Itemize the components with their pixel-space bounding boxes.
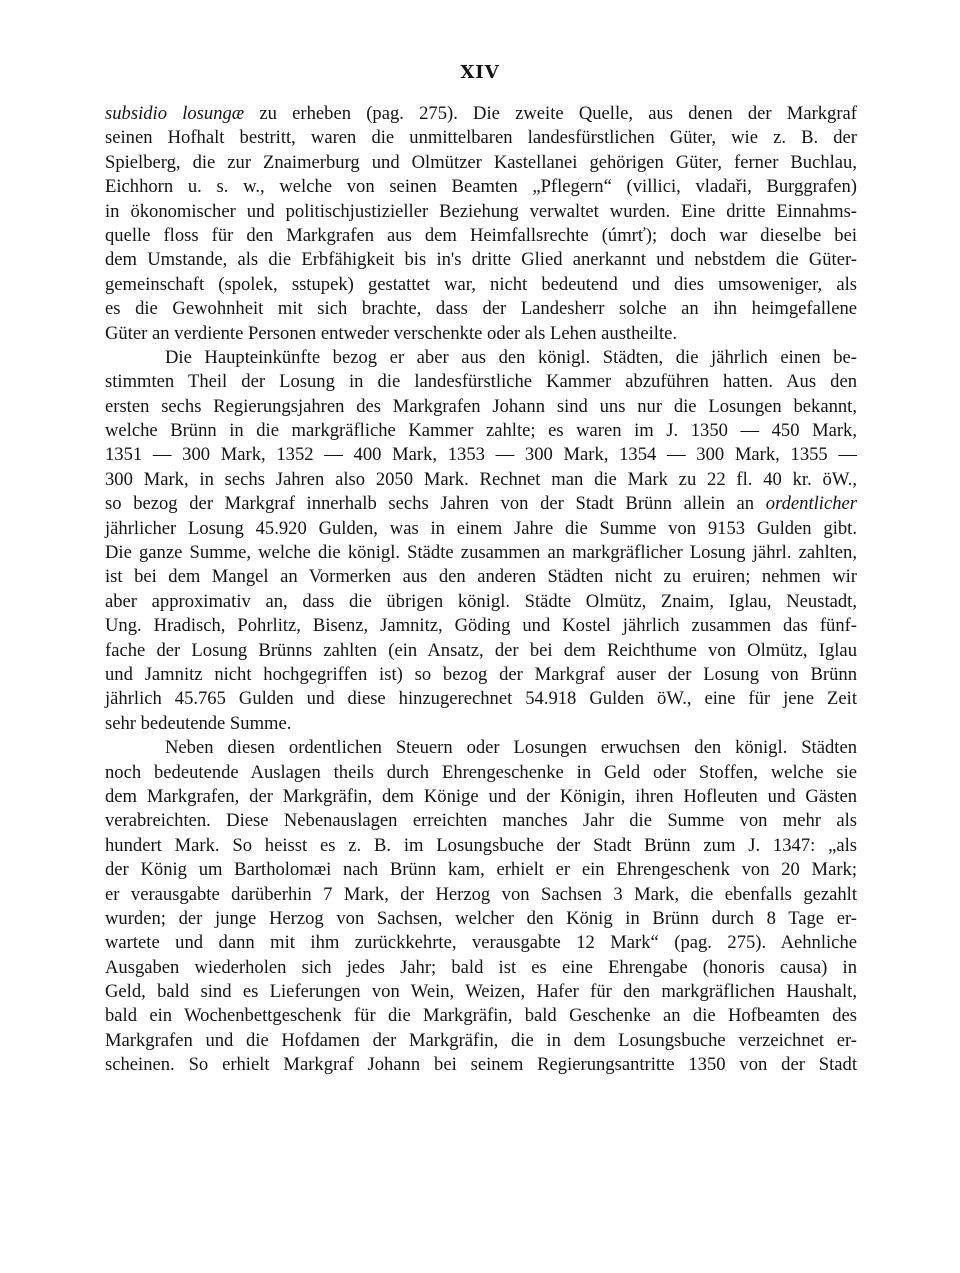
text-segment: scheinen. So erhielt Markgraf Johann bei seinem Regierungsantritte 1350 von der Stadt [105,1054,857,1076]
text-segment: ist bei dem Mangel an Vormerken aus den anderen Städten nicht zu eruiren; nehmen wir [105,566,857,588]
text-segment: seinen Hofhalt bestritt, waren die unmittelbaren landesfürstlichen Güter, wie z. B. der [105,127,857,149]
text-segment: aber approximativ an, dass die übrigen königl. Städte Olmütz, Znaim, Iglau, Neustadt, [105,590,857,612]
text-segment: dem Markgrafen, der Markgräfin, dem Könige und der Königin, ihren Hofleuten und Gästen [105,785,857,807]
text-line [105,590,857,614]
text-segment: Neben diesen ordentlichen Steuern oder Losungen erwuchsen den königl. Städten [165,737,857,759]
text-line [105,419,857,443]
text-line [105,443,857,467]
text-segment: hundert Mark. So heisst es z. B. im Losungsbuche der Stadt Brünn zum J. 1347: „als [105,834,857,856]
text-segment: wurden; der junge Herzog von Sachsen, welcher den König in Brünn durch 8 Tage er- [105,907,857,929]
text-line [105,614,857,638]
text-segment: 300 Mark, in sechs Jahren also 2050 Mark. Rechnet man die Mark zu 22 fl. 40 kr. öW., [105,468,857,490]
italic-text: subsidio losungæ [105,103,245,124]
text-segment: dem Umstande, als die Erbfähigkeit bis in's dritte Glied anerkannt und nebstdem die Güter- [105,249,857,271]
body-text [105,102,857,1078]
text-segment: verabreichten. Diese Nebenauslagen erreichten manches Jahr die Summe von mehr als [105,810,857,832]
text-line [105,346,857,370]
text-line [105,541,857,565]
page-number: XIV [460,62,500,83]
text-segment: sehr bedeutende Summe. [105,712,292,734]
text-segment: ersten sechs Regierungsjahren des Markgrafen Johann sind uns nur die Losungen bekannt, [105,395,857,417]
text-segment: bald ein Wochenbettgeschenk für die Markgräfin, bald Geschenke an die Hofbeamten des [105,1005,857,1027]
text-segment: noch bedeutende Auslagen theils durch Ehrengeschenke in Geld oder Stoffen, welche sie [105,761,857,783]
text-segment: Markgrafen und die Hofdamen der Markgräfin, die in dem Losungsbuche verzeichnet er- [105,1029,857,1051]
text-segment: Spielberg, die zur Znaimerburg und Olmützer Kastellanei gehörigen Güter, ferner Buchlau, [105,151,857,173]
text-segment: Eichhorn u. s. w., welche von seinen Beamten „Pflegern“ (villici, vladaři, Burggrafen) [105,176,857,198]
text-line [105,1004,857,1028]
text-line [105,175,857,199]
text-segment: es die Gewohnheit mit sich brachte, dass der Landesherr solche an ihn heimgefallene [105,298,857,320]
text-line [105,858,857,882]
text-line [105,663,857,687]
text-line [105,736,857,760]
text-segment: Die ganze Summe, welche die königl. Städte zusammen an markgräflicher Losung jährl. zahlten, [105,542,857,564]
text-line [105,102,857,126]
text-segment: Ausgaben wiederholen sich jedes Jahr; bald ist es eine Ehrengabe (honoris causa) in [105,956,857,978]
text-segment: zu erheben (pag. 275). Die zweite Quelle, aus denen der Markgraf [244,103,857,124]
text-line [105,907,857,931]
text-line [105,883,857,907]
text-segment: wartete und dann mit ihm zurückkehrte, verausgabte 12 Mark“ (pag. 275). Aehnliche [105,932,857,954]
text-line [105,224,857,248]
text-line [105,395,857,419]
text-line [105,931,857,955]
text-segment: der König um Bartholomæi nach Brünn kam, erhielt er ein Ehrengeschenk von 20 Mark; [105,859,857,881]
text-line [105,297,857,321]
text-segment: jährlicher Losung 45.920 Gulden, was in einem Jahre die Summe von 9153 Gulden gibt. [105,517,857,539]
text-line [105,200,857,224]
text-line [105,834,857,858]
text-line [105,1053,857,1077]
text-segment: Ung. Hradisch, Pohrlitz, Bisenz, Jamnitz, Göding und Kostel jährlich zusammen das fünf- [105,615,857,637]
text-segment: 1351 — 300 Mark, 1352 — 400 Mark, 1353 — 300 Mark, 1354 — 300 Mark, 1355 — [105,444,857,466]
text-segment: quelle floss für den Markgrafen aus dem Heimfallsrechte (úmrť); doch war dieselbe bei [105,224,857,246]
text-line [105,273,857,297]
text-line [105,248,857,272]
text-segment: Die Haupteinkünfte bezog er aber aus den königl. Städten, die jährlich einen be- [165,346,857,368]
text-line [105,126,857,150]
text-line [105,639,857,663]
text-line [105,492,857,516]
text-segment: so bezog der Markgraf innerhalb sechs Jahren von der Stadt Brünn allein an [105,493,766,515]
text-segment: jährlich 45.765 Gulden und diese hinzugerechnet 54.918 Gulden öW., eine für jene Zeit [105,688,857,710]
text-line [105,712,857,736]
text-line [105,980,857,1004]
text-line [105,1029,857,1053]
text-line [105,687,857,711]
text-segment: Güter an verdiente Personen entweder verschenkte oder als Lehen austheilte. [105,322,678,344]
text-line [105,761,857,785]
text-line [105,468,857,492]
text-line [105,517,857,541]
text-segment: Geld, bald sind es Lieferungen von Wein, Weizen, Hafer für den markgräflichen Haushalt, [105,981,857,1003]
text-line [105,956,857,980]
text-line [105,370,857,394]
text-segment: fache der Losung Brünns zahlten (ein Ansatz, der bei dem Reichthume von Olmütz, Iglau [105,639,857,661]
text-line [105,809,857,833]
text-segment: stimmten Theil der Losung in die landesfürstliche Kammer abzuführen hatten. Aus den [105,371,857,393]
text-segment: welche Brünn in die markgräfliche Kammer zahlte; es waren im J. 1350 — 450 Mark, [105,420,857,442]
text-line [105,565,857,589]
text-line [105,785,857,809]
text-segment: er verausgabte darüberhin 7 Mark, der Herzog von Sachsen 3 Mark, die ebenfalls gezahlt [105,883,857,905]
italic-text: ordentlicher [765,493,857,515]
text-segment: und Jamnitz nicht hochgegriffen ist) so bezog der Markgraf auser der Losung von Brünn [105,663,857,685]
text-line [105,151,857,175]
text-segment: gemeinschaft (spolek, sstupek) gestattet war, nicht bedeutend und dies umsoweniger, als [105,273,857,295]
text-line [105,322,857,346]
text-segment: in ökonomischer und politischjustizieller Beziehung verwaltet wurden. Eine dritte Einnahms- [105,200,857,222]
